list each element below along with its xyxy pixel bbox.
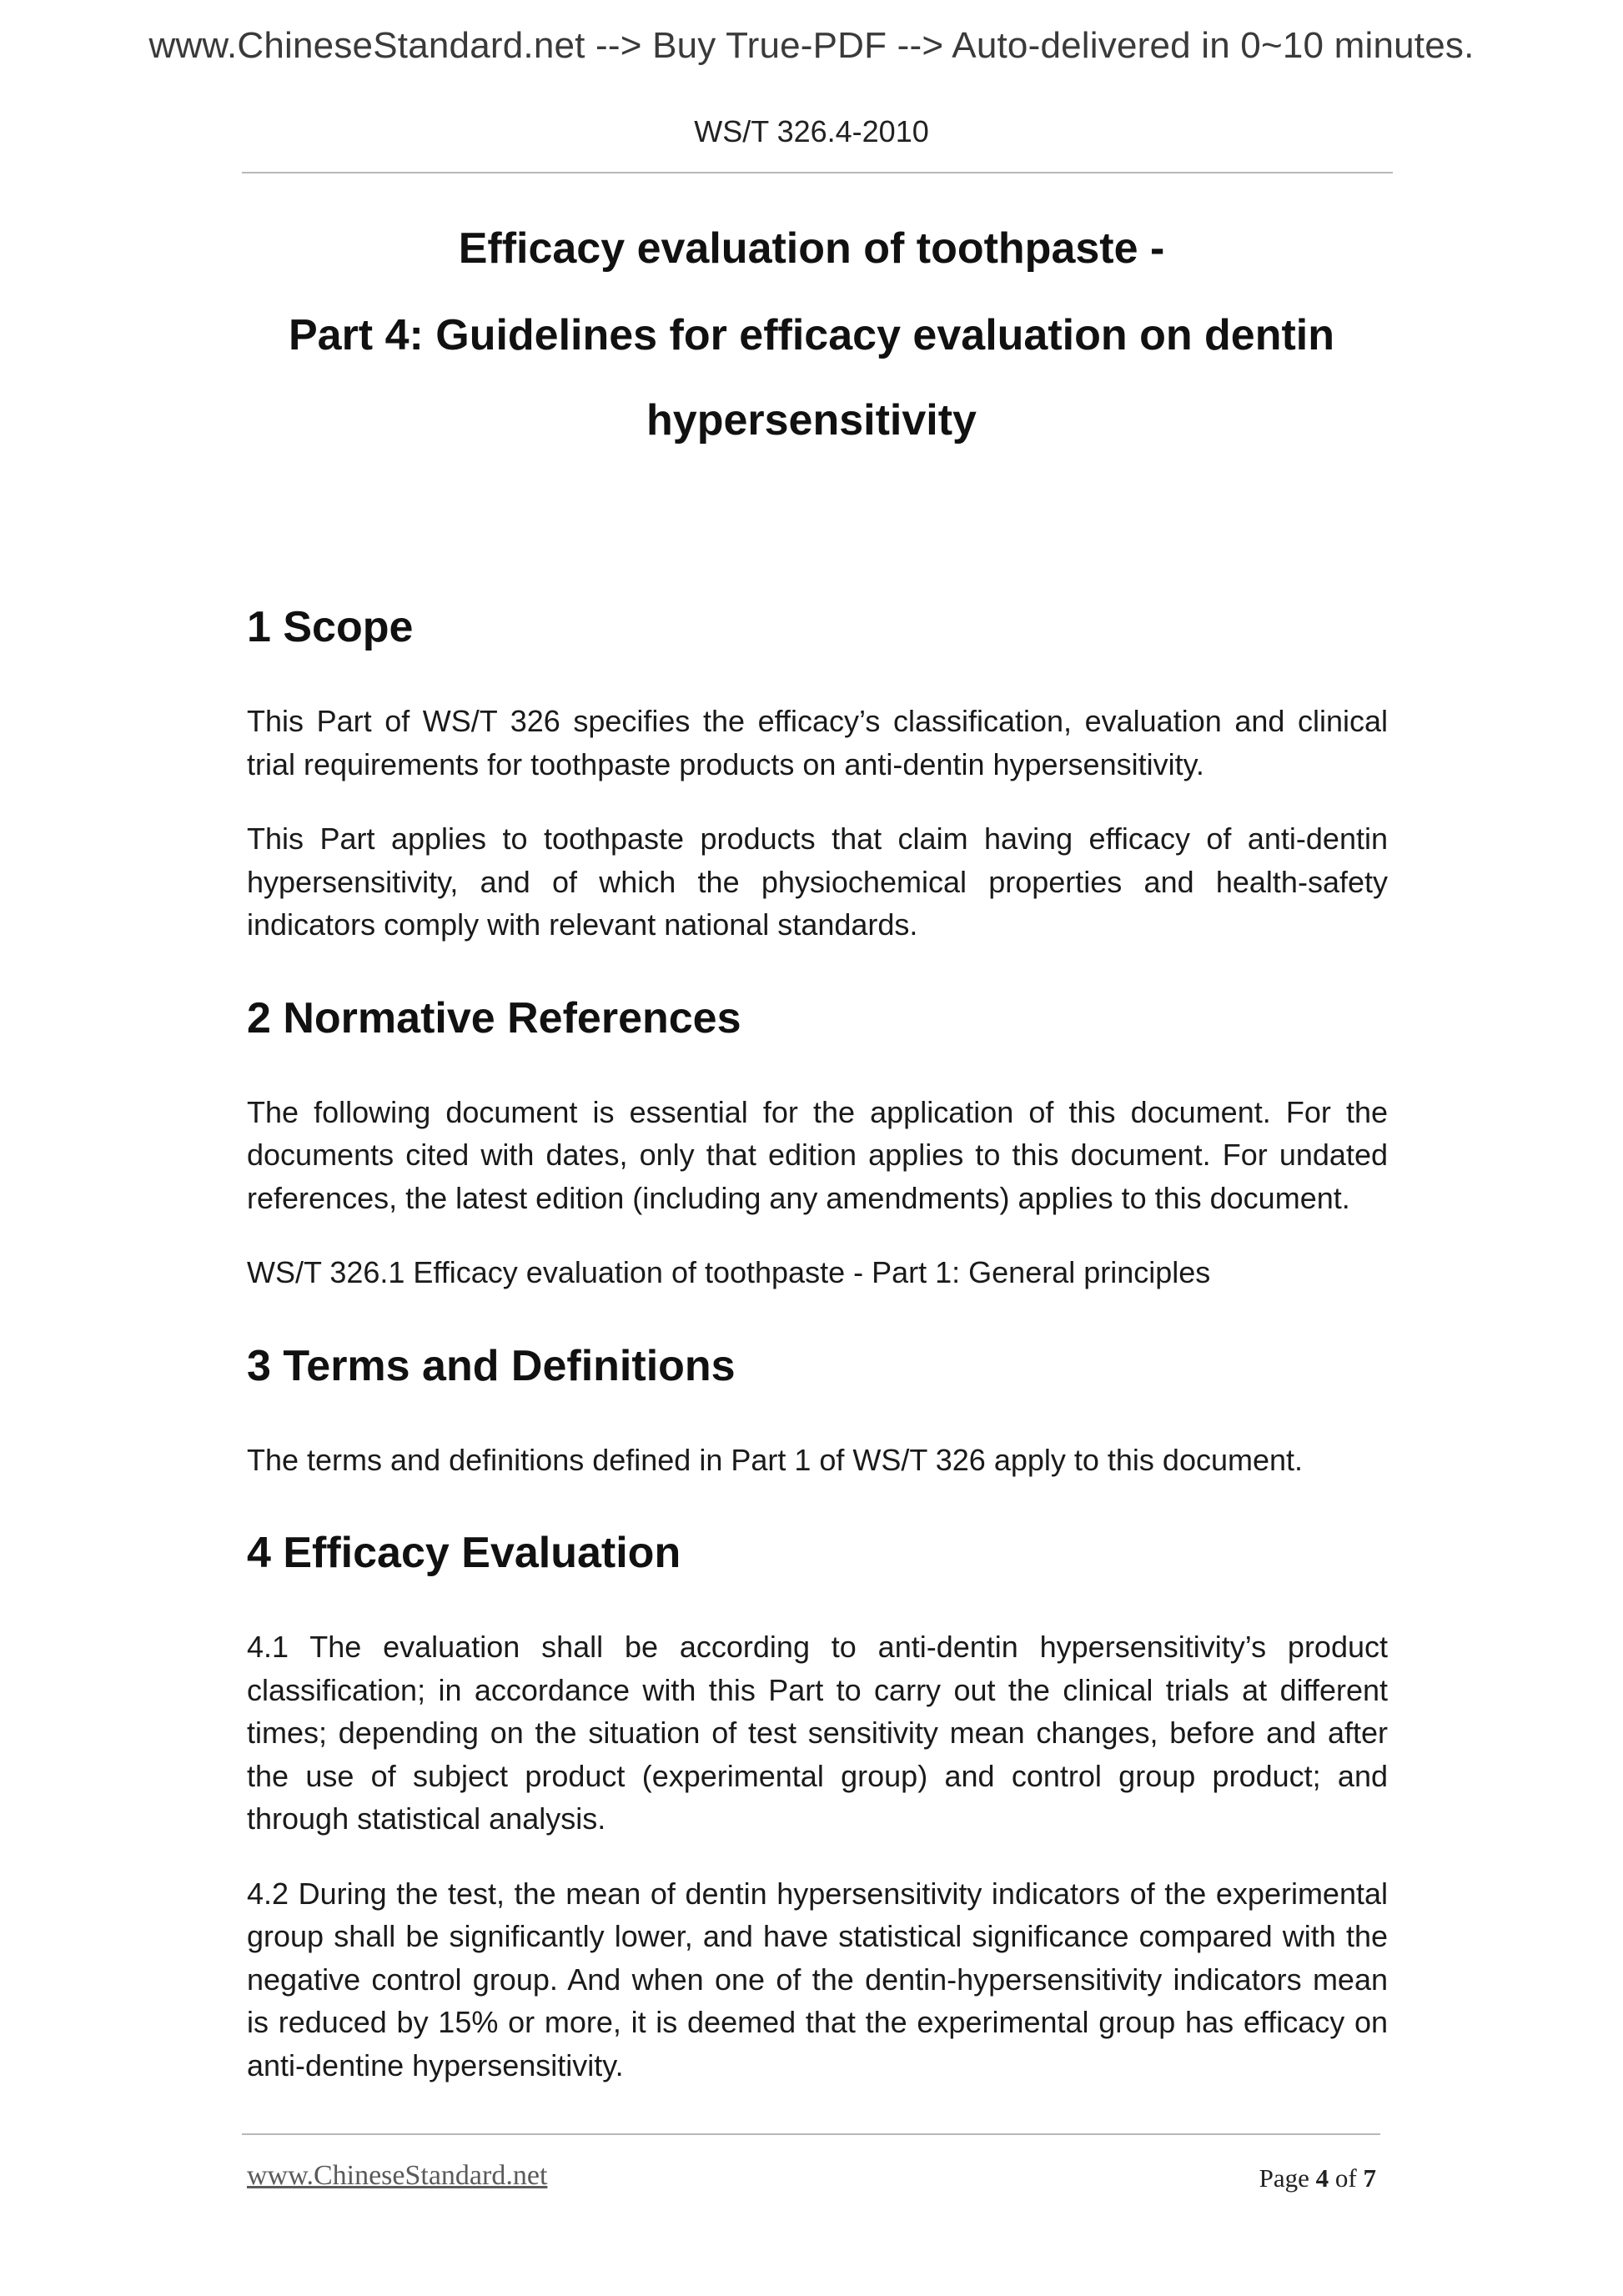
section-heading-efficacy-evaluation: 4 Efficacy Evaluation xyxy=(247,1529,681,1577)
banner-buy-text: Buy True-PDF xyxy=(652,25,887,66)
banner-arrow: --> xyxy=(595,25,642,66)
page-total: 7 xyxy=(1363,2163,1376,2193)
paragraph: This Part applies to toothpaste products that claim having efficacy of anti-dentin hypersensitivity, and of which the physiochemical properties and health-safety indicators comply with relevant national standards. xyxy=(247,821,1388,942)
top-banner xyxy=(0,25,1623,67)
banner-arrow: --> xyxy=(897,25,944,66)
footer-divider xyxy=(242,2133,1380,2135)
document-title-line-1: Efficacy evaluation of toothpaste - xyxy=(458,224,1165,273)
section-heading-normative-references: 2 Normative References xyxy=(247,993,741,1042)
clause-4-2: 4.2 During the test, the mean of dentin hypersensitivity indicators of the experimental group shall be significantly lower, and have statistical significance compared with the negative control group. And when one of the dentin-hypersensitivity indicators mean is reduced by 15% or more, it is deemed that the experimental group has efficacy on anti-dentine hypersensitivity. xyxy=(247,1876,1388,2082)
reference-entry: WS/T 326.1 Efficacy evaluation of toothpaste - Part 1: General principles xyxy=(247,1255,1211,1289)
page-of: of xyxy=(1334,2163,1357,2193)
section-heading-terms-definitions: 3 Terms and Definitions xyxy=(247,1341,736,1390)
section-heading-scope: 1 Scope xyxy=(247,603,414,651)
paragraph: The terms and definitions defined in Part 1 of WS/T 326 apply to this document. xyxy=(247,1442,1304,1477)
document-body xyxy=(247,600,1388,2087)
clause-4-1: 4.1 The evaluation shall be according to anti-dentin hypersensitivity’s product classification; in accordance with this Part to carry out the clinical trials at different times; depending on the situation of test sensitivity mean changes, before and after the use of subject product (experimental group) and control group product; and through statistical analysis. xyxy=(247,1630,1388,1836)
document-title-line-2: Part 4: Guidelines for efficacy evaluation on dentin xyxy=(288,311,1335,359)
page-indicator xyxy=(1259,2163,1376,2193)
document-number: WS/T 326.4-2010 xyxy=(694,114,929,148)
page-current: 4 xyxy=(1315,2163,1329,2193)
banner-delivery-text: Auto-delivered in 0~10 minutes. xyxy=(952,25,1475,66)
banner-site-link[interactable]: www.ChineseStandard.net xyxy=(148,25,585,66)
paragraph: This Part of WS/T 326 specifies the efficacy’s classification, evaluation and clinical trial requirements for toothpaste products on anti-dentin hypersensitivity. xyxy=(247,704,1388,781)
paragraph: The following document is essential for the application of this document. For the documents cited with dates, only that edition applies to this document. For undated references, the latest edition (including any amendments) applies to this document. xyxy=(247,1094,1388,1215)
header-divider xyxy=(242,172,1393,173)
footer-site-link[interactable]: www.ChineseStandard.net xyxy=(247,2160,548,2191)
document-title-line-3: hypersensitivity xyxy=(646,396,977,445)
page-word: Page xyxy=(1259,2163,1309,2193)
